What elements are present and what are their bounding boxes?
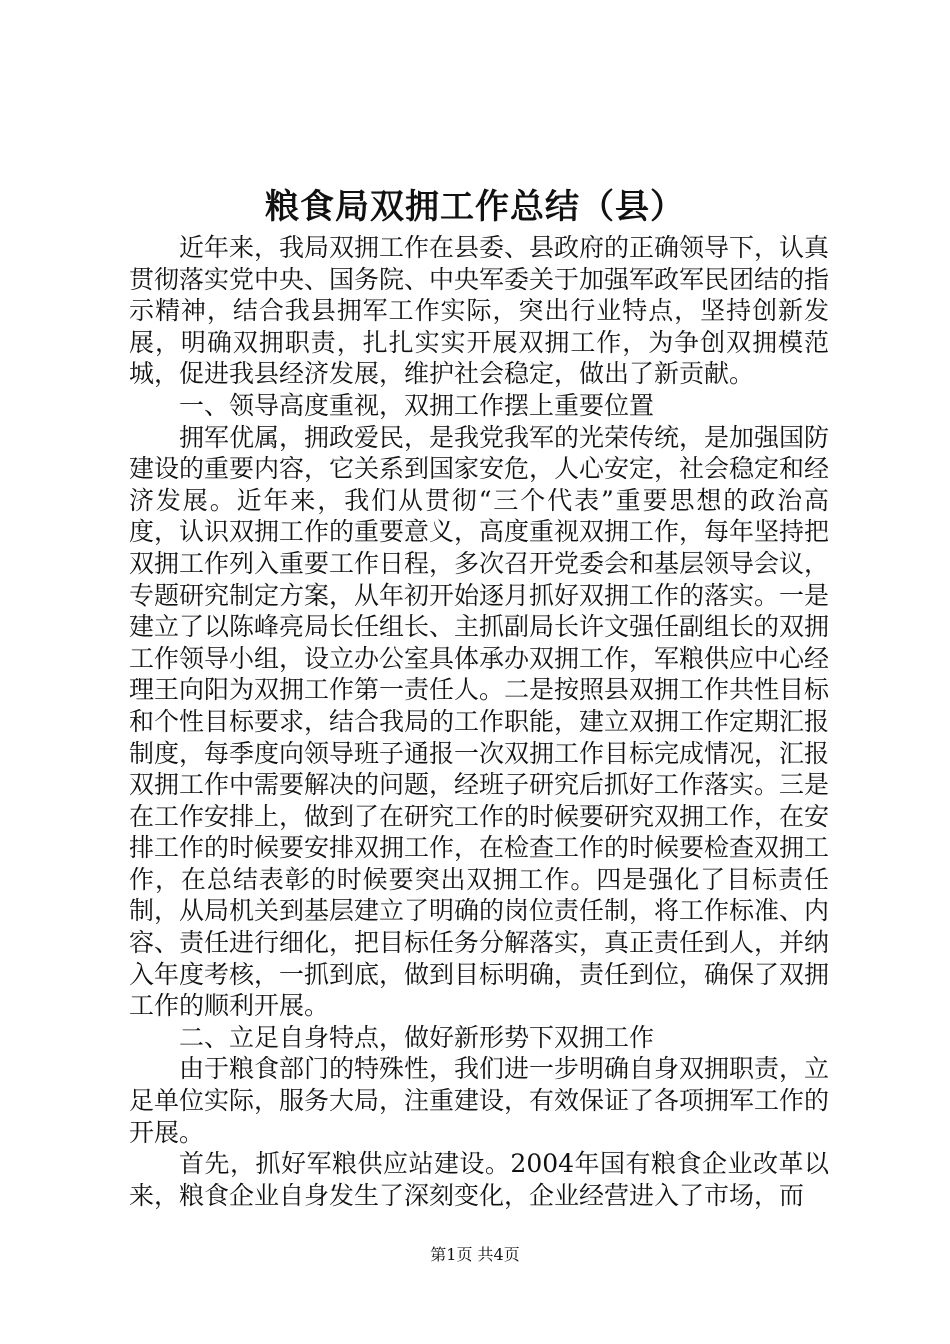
document-title: 粮食局双拥工作总结（县） <box>265 187 685 227</box>
section-heading-2: 二、立足自身特点，做好新形势下双拥工作 <box>179 1022 655 1052</box>
paragraph-section-2-intro: 由于粮食部门的特殊性，我们进一步明确自身双拥职责，立足单位实际，服务大局，注重建设，有效保证了各项拥军工作的开展。 <box>129 1054 830 1147</box>
paragraph-section-2-first: 首先，抓好军粮供应站建设。2004年国有粮食企业改革以来，粮食企业自身发生了深刻变化，企业经营进入了市场，而 <box>129 1149 829 1210</box>
paragraph-intro: 近年来，我局双拥工作在县委、县政府的正确领导下，认真贯彻落实党中央、国务院、中央军委关于加强军政军民团结的指示精神，结合我县拥军工作实际，突出行业特点，坚持创新发展，明确双拥职责，扎扎实实开展双拥工作，为争创双拥模范城，促进我县经济发展，维护社会稳定，做出了新贡献。 <box>129 233 830 389</box>
document-body <box>129 232 829 1211</box>
paragraph-section-1: 拥军优属，拥政爱民，是我党我军的光荣传统，是加强国防建设的重要内容，它关系到国家安危，人心安定，社会稳定和经济发展。近年来，我们从贯彻“三个代表”重要思想的政治高度，认识双拥工作的重要意义，高度重视双拥工作，每年坚持把双拥工作列入重要工作日程，多次召开党委会和基层领导会议，专题研究制定方案，从年初开始逐月抓好双拥工作的落实。一是建立了以陈峰亮局长任组长、主抓副局长许文强任副组长的双拥工作领导小组，设立办公室具体承办双拥工作，军粮供应中心经理王向阳为双拥工作第一责任人。二是按照县双拥工作共性目标和个性目标要求，结合我局的工作职能，建立双拥工作定期汇报制度，每季度向领导班子通报一次双拥工作目标完成情况，汇报双拥工作中需要解决的问题，经班子研究后抓好工作落实。三是在工作安排上，做到了在研究工作的时候要研究双拥工作，在安排工作的时候要安排双拥工作，在检查工作的时候要检查双拥工作，在总结表彰的时候要突出双拥工作。四是强化了目标责任制，从局机关到基层建立了明确的岗位责任制，将工作标准、内容、责任进行细化，把目标任务分解落实，真正责任到人，并纳入年度考核，一抓到底，做到目标明确，责任到位，确保了双拥工作的顺利开展。 <box>129 422 830 1021</box>
page-number-footer: 第1页 共4页 <box>430 1245 520 1264</box>
section-heading-1: 一、领导高度重视，双拥工作摆上重要位置 <box>179 390 655 420</box>
